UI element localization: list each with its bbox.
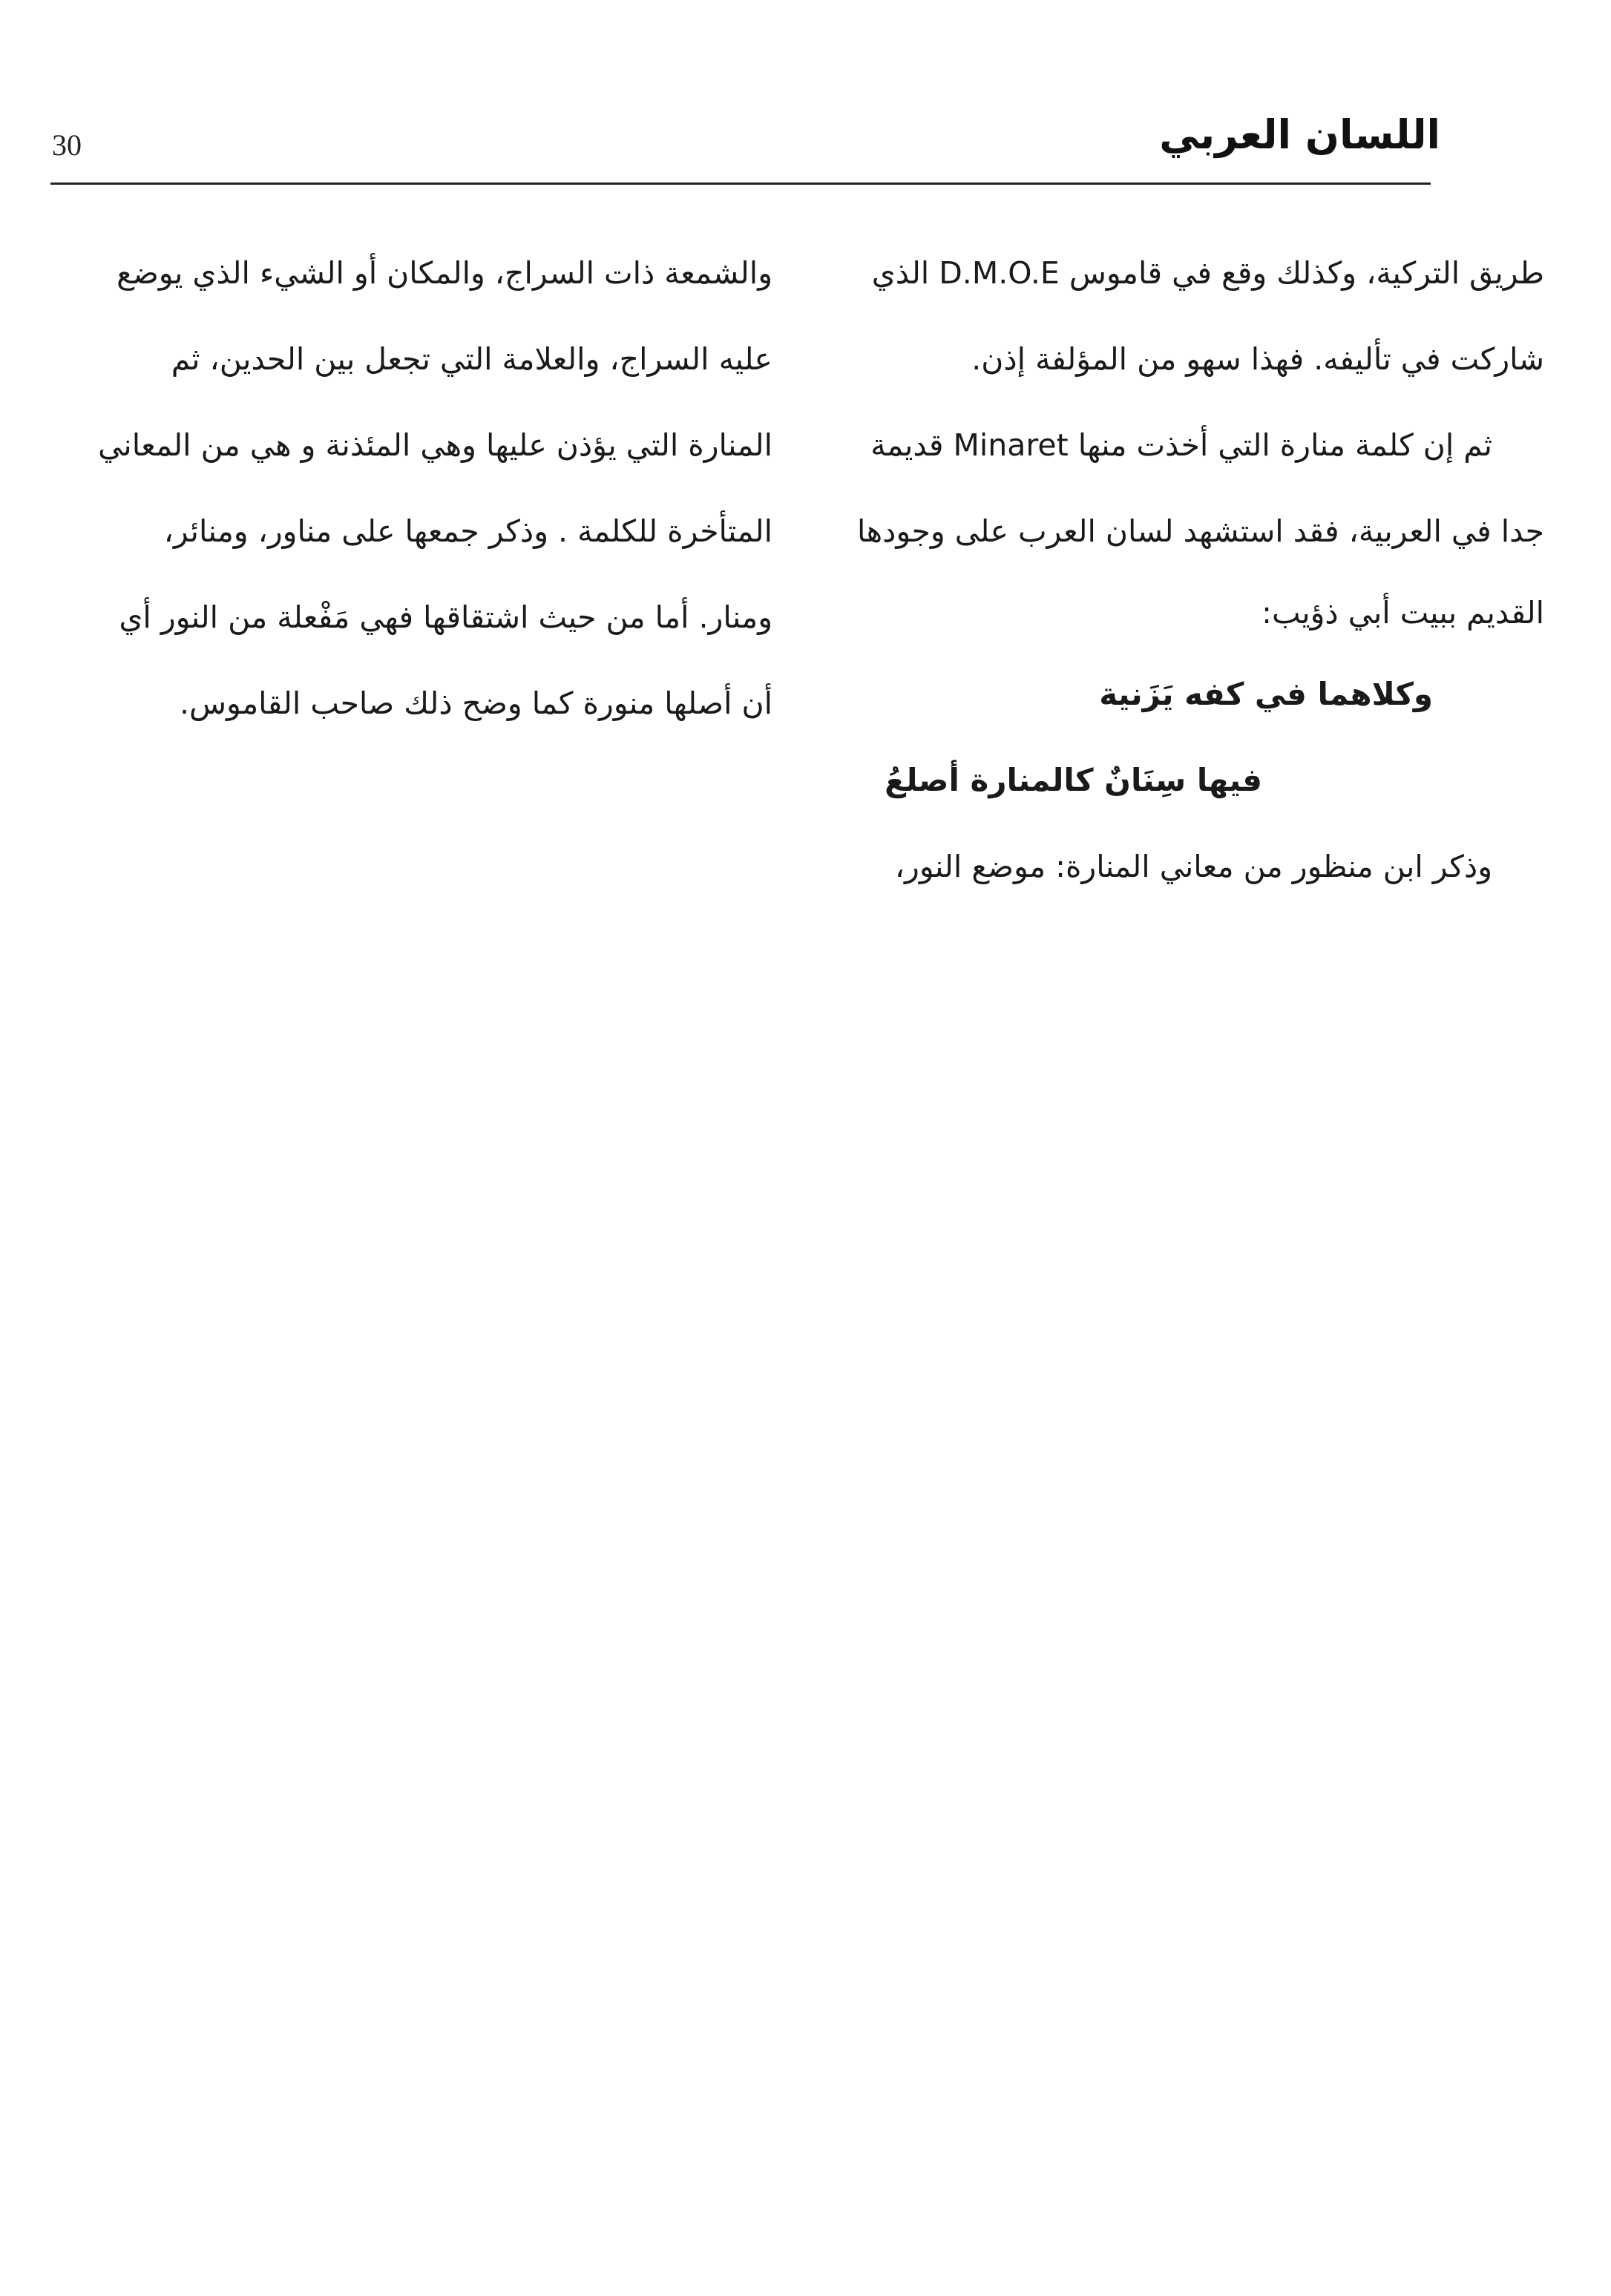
left-column: [75, 230, 772, 746]
paragraph-line: المنارة التي يؤذن عليها وهي المئذنة و هي من المعاني: [98, 427, 772, 463]
paragraph-line: والشمعة ذات السراج، والمكان أو الشيء الذي يوضع: [117, 255, 772, 291]
paragraph-line: ومنار. أما من حيث اشتقاقها فهي مَفْعلة من النور أي: [119, 599, 772, 635]
paragraph-line: وذكر ابن منظور من معاني المنارة: موضع النور،: [894, 849, 1492, 884]
paragraph-line: شاركت في تأليفه. فهذا سهو من المؤلفة إذن.: [971, 341, 1544, 377]
paragraph-line: أن أصلها منورة كما وضح ذلك صاحب القاموس.: [179, 685, 772, 721]
header-divider: [50, 182, 1431, 185]
paragraph-line: جدا في العربية، فقد استشهد لسان العرب على وجودها: [856, 513, 1544, 549]
paragraph-line: طريق التركية، وكذلك وقع في قاموس D.M.O.E الذي: [871, 255, 1544, 291]
paragraph-line: عليه السراج، والعلامة التي تجعل بين الحدين، ثم: [171, 341, 772, 377]
journal-title: اللسان العربي: [1159, 111, 1440, 158]
poem-verse-line: وكلاهما في كفه يَزَنية: [1099, 676, 1433, 712]
right-column: [832, 230, 1544, 909]
page-number: 30: [52, 128, 82, 162]
paragraph-line: ثم إن كلمة منارة التي أخذت منها Minaret قديمة: [870, 427, 1492, 463]
paragraph-line: المتأخرة للكلمة . وذكر جمعها على مناور، ومنائر،: [163, 513, 772, 549]
poem-verse-line: فيها سِنَانٌ كالمنارة أصلعُ: [885, 762, 1262, 798]
paragraph-line: القديم ببيت أبي ذؤيب:: [1261, 595, 1544, 631]
